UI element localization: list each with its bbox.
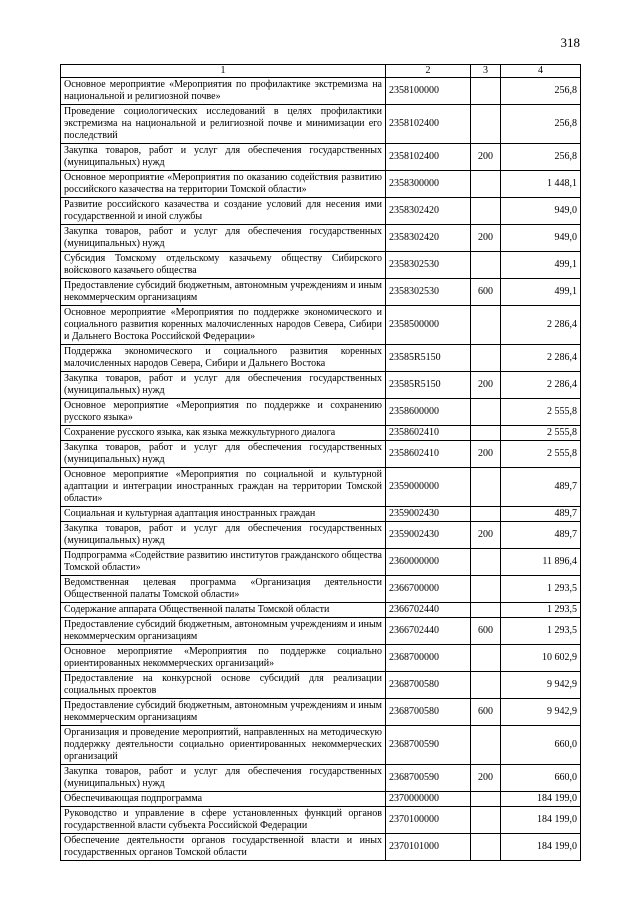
table-row — [61, 426, 581, 441]
cell-amount: 9 942,9 — [501, 672, 581, 699]
cell-code: 2358302420 — [386, 198, 471, 225]
cell-expense-type: 600 — [471, 618, 501, 645]
cell-amount: 660,0 — [501, 765, 581, 792]
cell-amount: 2 286,4 — [501, 372, 581, 399]
cell-code: 2358302530 — [386, 279, 471, 306]
cell-expense-type: 600 — [471, 279, 501, 306]
cell-name: Закупка товаров, работ и услуг для обеспечения государственных (муниципальных) нужд — [61, 144, 386, 171]
table-row — [61, 441, 581, 468]
cell-name: Субсидия Томскому отдельскому казачьему обществу Сибирского войскового казачьего общества — [61, 252, 386, 279]
cell-code: 23585R5150 — [386, 345, 471, 372]
table-row — [61, 672, 581, 699]
table-row — [61, 144, 581, 171]
cell-expense-type: 600 — [471, 699, 501, 726]
cell-expense-type: 200 — [471, 225, 501, 252]
cell-code: 2358102400 — [386, 105, 471, 144]
cell-name: Обеспечение деятельности органов государственной власти и иных государственных органов Томской области — [61, 834, 386, 861]
cell-expense-type — [471, 807, 501, 834]
cell-name: Закупка товаров, работ и услуг для обеспечения государственных (муниципальных) нужд — [61, 441, 386, 468]
table-row — [61, 765, 581, 792]
cell-code: 2368700580 — [386, 699, 471, 726]
cell-expense-type — [471, 171, 501, 198]
cell-code: 2366702440 — [386, 603, 471, 618]
cell-expense-type — [471, 645, 501, 672]
cell-name: Обеспечивающая подпрограмма — [61, 792, 386, 807]
cell-name: Предоставление субсидий бюджетным, автономным учреждениям и иным некоммерческим организациям — [61, 618, 386, 645]
table-row — [61, 645, 581, 672]
cell-expense-type: 200 — [471, 522, 501, 549]
cell-code: 2358100000 — [386, 78, 471, 105]
cell-code: 2358302530 — [386, 252, 471, 279]
cell-amount: 2 286,4 — [501, 345, 581, 372]
cell-expense-type — [471, 603, 501, 618]
cell-expense-type — [471, 306, 501, 345]
cell-code: 2370000000 — [386, 792, 471, 807]
cell-amount: 1 293,5 — [501, 603, 581, 618]
cell-code: 2358602410 — [386, 426, 471, 441]
cell-expense-type — [471, 726, 501, 765]
table-row — [61, 198, 581, 225]
cell-expense-type — [471, 468, 501, 507]
table-header-row — [61, 65, 581, 78]
cell-code: 2358602410 — [386, 441, 471, 468]
cell-name: Проведение социологических исследований в целях профилактики экстремизма на национальной и религиозной почве и минимизации его последствий — [61, 105, 386, 144]
table-row — [61, 252, 581, 279]
table-row — [61, 279, 581, 306]
table-row — [61, 618, 581, 645]
cell-code: 2366702440 — [386, 618, 471, 645]
cell-code: 2370100000 — [386, 807, 471, 834]
cell-code: 2359002430 — [386, 507, 471, 522]
table-row — [61, 468, 581, 507]
table-row — [61, 78, 581, 105]
header-col-2: 2 — [386, 65, 471, 78]
cell-expense-type — [471, 792, 501, 807]
cell-expense-type — [471, 345, 501, 372]
cell-amount: 10 602,9 — [501, 645, 581, 672]
cell-amount: 11 896,4 — [501, 549, 581, 576]
table-row — [61, 603, 581, 618]
cell-code: 2359000000 — [386, 468, 471, 507]
header-col-4: 4 — [501, 65, 581, 78]
cell-amount: 489,7 — [501, 507, 581, 522]
table-row — [61, 171, 581, 198]
cell-amount: 489,7 — [501, 468, 581, 507]
cell-expense-type — [471, 507, 501, 522]
cell-amount: 1 293,5 — [501, 618, 581, 645]
table-row — [61, 807, 581, 834]
cell-amount: 499,1 — [501, 252, 581, 279]
cell-name: Социальная и культурная адаптация иностранных граждан — [61, 507, 386, 522]
cell-expense-type — [471, 198, 501, 225]
cell-expense-type — [471, 105, 501, 144]
cell-expense-type — [471, 399, 501, 426]
cell-name: Развитие российского казачества и создание условий для несения ими государственной и иной службы — [61, 198, 386, 225]
cell-name: Основное мероприятие «Мероприятия по поддержке социально ориентированных некоммерческих организаций» — [61, 645, 386, 672]
table-row — [61, 372, 581, 399]
cell-expense-type: 200 — [471, 765, 501, 792]
cell-expense-type — [471, 834, 501, 861]
cell-name: Содержание аппарата Общественной палаты Томской области — [61, 603, 386, 618]
cell-amount: 949,0 — [501, 225, 581, 252]
cell-name: Закупка товаров, работ и услуг для обеспечения государственных (муниципальных) нужд — [61, 765, 386, 792]
cell-amount: 1 448,1 — [501, 171, 581, 198]
cell-code: 2359002430 — [386, 522, 471, 549]
cell-expense-type — [471, 78, 501, 105]
cell-code: 2358600000 — [386, 399, 471, 426]
cell-code: 2358102400 — [386, 144, 471, 171]
table-row — [61, 576, 581, 603]
table-row — [61, 306, 581, 345]
cell-name: Закупка товаров, работ и услуг для обеспечения государственных (муниципальных) нужд — [61, 225, 386, 252]
cell-name: Основное мероприятие «Мероприятия по оказанию содействия развитию российского казачества на территории Томской области» — [61, 171, 386, 198]
cell-expense-type: 200 — [471, 372, 501, 399]
cell-amount: 2 555,8 — [501, 426, 581, 441]
cell-expense-type: 200 — [471, 441, 501, 468]
table-row — [61, 792, 581, 807]
cell-code: 2358500000 — [386, 306, 471, 345]
cell-name: Закупка товаров, работ и услуг для обеспечения государственных (муниципальных) нужд — [61, 522, 386, 549]
cell-name: Основное мероприятие «Мероприятия по поддержке и сохранению русского языка» — [61, 399, 386, 426]
header-col-1: 1 — [61, 65, 386, 78]
table-row — [61, 225, 581, 252]
table-row — [61, 549, 581, 576]
cell-name: Организация и проведение мероприятий, направленных на методическую поддержку деятельности социально ориентированных некоммерческих организаций — [61, 726, 386, 765]
cell-expense-type — [471, 252, 501, 279]
table-row — [61, 399, 581, 426]
cell-name: Предоставление на конкурсной основе субсидий для реализации социальных проектов — [61, 672, 386, 699]
cell-code: 2358302420 — [386, 225, 471, 252]
cell-code: 23585R5150 — [386, 372, 471, 399]
cell-code: 2368700580 — [386, 672, 471, 699]
cell-amount: 256,8 — [501, 78, 581, 105]
cell-code: 2368700000 — [386, 645, 471, 672]
table-row — [61, 507, 581, 522]
cell-amount: 184 199,0 — [501, 807, 581, 834]
cell-amount: 184 199,0 — [501, 792, 581, 807]
cell-amount: 256,8 — [501, 105, 581, 144]
table-row — [61, 699, 581, 726]
cell-name: Предоставление субсидий бюджетным, автономным учреждениям и иным некоммерческим организациям — [61, 699, 386, 726]
table-row — [61, 726, 581, 765]
page-number: 318 — [560, 35, 580, 50]
cell-code: 2358300000 — [386, 171, 471, 198]
cell-amount: 256,8 — [501, 144, 581, 171]
cell-expense-type — [471, 426, 501, 441]
cell-name: Закупка товаров, работ и услуг для обеспечения государственных (муниципальных) нужд — [61, 372, 386, 399]
table-row — [61, 345, 581, 372]
cell-amount: 499,1 — [501, 279, 581, 306]
cell-name: Ведомственная целевая программа «Организация деятельности Общественной палаты Томской области» — [61, 576, 386, 603]
cell-code: 2368700590 — [386, 726, 471, 765]
table-row — [61, 834, 581, 861]
cell-amount: 184 199,0 — [501, 834, 581, 861]
cell-name: Подпрограмма «Содействие развитию институтов гражданского общества Томской области» — [61, 549, 386, 576]
cell-expense-type — [471, 672, 501, 699]
cell-code: 2368700590 — [386, 765, 471, 792]
cell-name: Поддержка экономического и социального развития коренных малочисленных народов Севера, Сибири и Дальнего Востока — [61, 345, 386, 372]
budget-table — [60, 64, 581, 861]
cell-expense-type: 200 — [471, 144, 501, 171]
cell-code: 2370101000 — [386, 834, 471, 861]
cell-code: 2366700000 — [386, 576, 471, 603]
cell-amount: 660,0 — [501, 726, 581, 765]
cell-name: Основное мероприятие «Мероприятия по профилактике экстремизма на национальной и религиозной почве» — [61, 78, 386, 105]
cell-amount: 2 555,8 — [501, 441, 581, 468]
cell-code: 2360000000 — [386, 549, 471, 576]
cell-amount: 1 293,5 — [501, 576, 581, 603]
table-row — [61, 522, 581, 549]
cell-name: Руководство и управление в сфере установленных функций органов государственной власти субъекта Российской Федерации — [61, 807, 386, 834]
cell-name: Основное мероприятие «Мероприятия по социальной и культурной адаптации и интеграции иностранных граждан на территории Томской области» — [61, 468, 386, 507]
cell-amount: 9 942,9 — [501, 699, 581, 726]
cell-name: Предоставление субсидий бюджетным, автономным учреждениям и иным некоммерческим организациям — [61, 279, 386, 306]
cell-name: Сохранение русского языка, как языка межкультурного диалога — [61, 426, 386, 441]
cell-expense-type — [471, 576, 501, 603]
cell-amount: 2 555,8 — [501, 399, 581, 426]
cell-amount: 489,7 — [501, 522, 581, 549]
cell-amount: 949,0 — [501, 198, 581, 225]
cell-expense-type — [471, 549, 501, 576]
cell-name: Основное мероприятие «Мероприятия по поддержке экономического и социального развития коренных малочисленных народов Севера, Сибири и Дальнего Востока Российской Федерации» — [61, 306, 386, 345]
header-col-3: 3 — [471, 65, 501, 78]
cell-amount: 2 286,4 — [501, 306, 581, 345]
table-row — [61, 105, 581, 144]
